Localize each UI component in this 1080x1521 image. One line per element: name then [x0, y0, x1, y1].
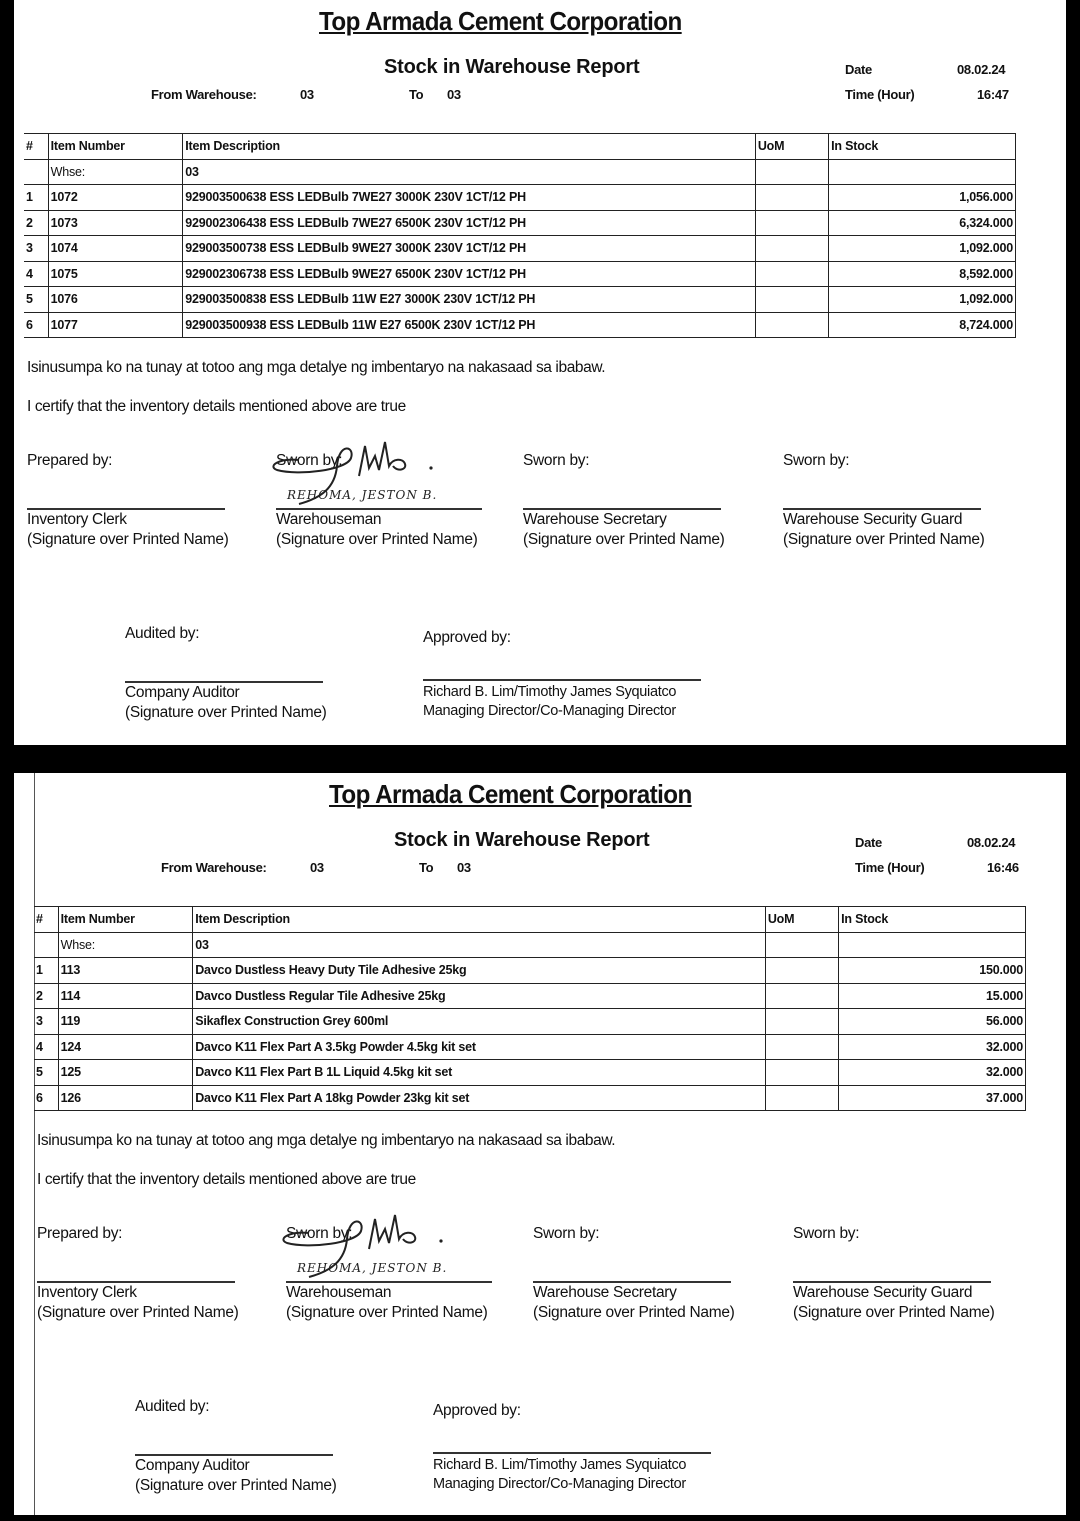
report-title: Stock in Warehouse Report	[384, 56, 640, 78]
sig-role: Warehouse Secretary	[523, 511, 667, 528]
table-whse-row	[34, 932, 1026, 958]
sig-role: Richard B. Lim/Timothy James Syquiatco	[433, 1457, 687, 1473]
sig-role: Warehouse Security Guard	[793, 1284, 973, 1301]
row-item-number: 124	[58, 1034, 193, 1060]
stock-table	[34, 906, 1026, 1111]
row-uom	[755, 236, 828, 262]
whse-stock-cell	[839, 932, 1026, 958]
report-title: Stock in Warehouse Report	[394, 829, 650, 851]
time-value: 16:46	[987, 860, 1019, 875]
to-warehouse-label: To	[409, 87, 424, 102]
row-item-number: 125	[58, 1060, 193, 1086]
report-content	[14, 0, 1066, 745]
row-item-number: 1077	[48, 312, 183, 338]
row-item-number: 1072	[48, 185, 183, 211]
time-label: Time (Hour)	[855, 860, 925, 875]
row-in-stock: 1,092.000	[829, 287, 1016, 313]
sig-note: (Signature over Printed Name)	[793, 1304, 995, 1321]
header-uom: UoM	[765, 907, 838, 933]
signature-scribble	[369, 1215, 415, 1249]
oath-english: I certify that the inventory details mentioned above are true	[27, 398, 406, 415]
whse-stock-cell	[829, 159, 1016, 185]
time-value: 16:47	[977, 87, 1009, 102]
row-in-stock: 37.000	[839, 1085, 1026, 1111]
sig-caption: Sworn by:	[523, 452, 590, 469]
whse-num-cell	[24, 159, 48, 185]
sig-caption: Sworn by:	[286, 1225, 353, 1242]
row-num: 4	[24, 261, 48, 287]
table-header-row	[24, 134, 1016, 160]
date-label: Date	[855, 835, 882, 850]
sig-note: (Signature over Printed Name)	[37, 1304, 239, 1321]
header-item-description: Item Description	[193, 907, 766, 933]
row-uom	[755, 287, 828, 313]
sig-role: Richard B. Lim/Timothy James Syquiatco	[423, 684, 677, 700]
report-content	[24, 773, 1066, 1515]
whse-uom-cell	[755, 159, 828, 185]
from-warehouse-value: 03	[300, 87, 314, 102]
table-row	[34, 1060, 1026, 1086]
row-in-stock: 32.000	[839, 1034, 1026, 1060]
row-num: 5	[24, 287, 48, 313]
row-item-description: 929003500738 ESS LEDBulb 9WE27 3000K 230V 1CT/12 PH	[183, 236, 756, 262]
sig-role: Inventory Clerk	[27, 511, 127, 528]
row-item-description: Davco Dustless Heavy Duty Tile Adhesive 25kg	[193, 958, 766, 984]
row-in-stock: 6,324.000	[829, 210, 1016, 236]
row-uom	[765, 1060, 838, 1086]
sig-caption: Audited by:	[125, 625, 200, 642]
table-row	[34, 983, 1026, 1009]
row-item-number: 1074	[48, 236, 183, 262]
row-num: 1	[24, 185, 48, 211]
row-item-number: 113	[58, 958, 193, 984]
row-item-number: 126	[58, 1085, 193, 1111]
report-page-2	[14, 773, 1066, 1515]
table-row	[34, 1034, 1026, 1060]
sig-note: Managing Director/Co-Managing Director	[433, 1476, 686, 1492]
sig-caption: Sworn by:	[533, 1225, 600, 1242]
row-item-description: Davco K11 Flex Part A 3.5kg Powder 4.5kg kit set	[193, 1034, 766, 1060]
sig-note: Managing Director/Co-Managing Director	[423, 703, 676, 719]
table-row	[34, 1009, 1026, 1035]
row-item-description: 929003500938 ESS LEDBulb 11W E27 6500K 230V 1CT/12 PH	[183, 312, 756, 338]
table-row	[34, 958, 1026, 984]
header-num: #	[24, 134, 48, 160]
row-uom	[755, 185, 828, 211]
table-row	[24, 210, 1016, 236]
row-item-description: 929003500638 ESS LEDBulb 7WE27 3000K 230V 1CT/12 PH	[183, 185, 756, 211]
header-item-number: Item Number	[58, 907, 193, 933]
row-num: 6	[34, 1085, 58, 1111]
sig-caption: Sworn by:	[276, 452, 343, 469]
table-whse-row	[24, 159, 1016, 185]
row-num: 3	[24, 236, 48, 262]
whse-uom-cell	[765, 932, 838, 958]
header-item-description: Item Description	[183, 134, 756, 160]
sig-caption: Approved by:	[433, 1402, 521, 1419]
row-num: 3	[34, 1009, 58, 1035]
row-uom	[755, 312, 828, 338]
sig-note: (Signature over Printed Name)	[125, 704, 327, 721]
row-uom	[765, 983, 838, 1009]
row-uom	[755, 261, 828, 287]
whse-label: Whse:	[58, 932, 193, 958]
row-num: 1	[34, 958, 58, 984]
row-num: 4	[34, 1034, 58, 1060]
sig-role: Warehouse Security Guard	[783, 511, 963, 528]
sig-note: (Signature over Printed Name)	[533, 1304, 735, 1321]
company-name: Top Armada Cement Corporation	[319, 6, 682, 36]
row-item-number: 114	[58, 983, 193, 1009]
sig-caption: Prepared by:	[37, 1225, 123, 1242]
oath-tagalog: Isinusumpa ko na tunay at totoo ang mga detalye ng imbentaryo na nakasaad sa ibabaw.	[37, 1132, 616, 1149]
row-item-description: Davco K11 Flex Part A 18kg Powder 23kg kit set	[193, 1085, 766, 1111]
row-uom	[765, 1009, 838, 1035]
table-row	[24, 312, 1016, 338]
date-value: 08.02.24	[957, 62, 1006, 77]
sig-caption: Audited by:	[135, 1398, 210, 1415]
company-name: Top Armada Cement Corporation	[329, 779, 692, 809]
to-warehouse-value: 03	[447, 87, 461, 102]
sig-role: Company Auditor	[125, 684, 240, 701]
sig-caption: Prepared by:	[27, 452, 113, 469]
stock-table	[24, 133, 1016, 338]
sig-note: (Signature over Printed Name)	[523, 531, 725, 548]
header-uom: UoM	[755, 134, 828, 160]
row-item-description: 929002306438 ESS LEDBulb 7WE27 6500K 230V 1CT/12 PH	[183, 210, 756, 236]
row-item-description: Davco K11 Flex Part B 1L Liquid 4.5kg kit set	[193, 1060, 766, 1086]
sig-caption: Approved by:	[423, 629, 511, 646]
row-uom	[765, 958, 838, 984]
row-in-stock: 56.000	[839, 1009, 1026, 1035]
row-item-description: Davco Dustless Regular Tile Adhesive 25kg	[193, 983, 766, 1009]
whse-value: 03	[183, 159, 756, 185]
row-in-stock: 1,056.000	[829, 185, 1016, 211]
sig-note: (Signature over Printed Name)	[276, 531, 478, 548]
row-item-description: 929003500838 ESS LEDBulb 11W E27 3000K 230V 1CT/12 PH	[183, 287, 756, 313]
handwritten-signature	[269, 1209, 469, 1281]
header-num: #	[34, 907, 58, 933]
signature-dot	[429, 466, 432, 469]
row-uom	[765, 1034, 838, 1060]
row-in-stock: 150.000	[839, 958, 1026, 984]
table-header-row	[34, 907, 1026, 933]
signature-line	[423, 679, 701, 681]
row-in-stock: 15.000	[839, 983, 1026, 1009]
sig-note: (Signature over Printed Name)	[783, 531, 985, 548]
row-item-description: 929002306738 ESS LEDBulb 9WE27 6500K 230V 1CT/12 PH	[183, 261, 756, 287]
sig-role: Warehouseman	[276, 511, 382, 528]
row-item-number: 1073	[48, 210, 183, 236]
table-row	[24, 261, 1016, 287]
signature-dot	[439, 1239, 442, 1242]
row-in-stock: 1,092.000	[829, 236, 1016, 262]
sig-note: (Signature over Printed Name)	[135, 1477, 337, 1494]
signature-scribble	[359, 442, 405, 476]
row-in-stock: 32.000	[839, 1060, 1026, 1086]
from-warehouse-label: From Warehouse:	[151, 87, 257, 102]
row-num: 6	[24, 312, 48, 338]
row-num: 5	[34, 1060, 58, 1086]
row-item-number: 1075	[48, 261, 183, 287]
stock-table-body	[34, 907, 1026, 1111]
whse-num-cell	[34, 932, 58, 958]
report-page-1	[14, 0, 1066, 745]
header-item-number: Item Number	[48, 134, 183, 160]
whse-label: Whse:	[48, 159, 183, 185]
row-in-stock: 8,724.000	[829, 312, 1016, 338]
sig-note: (Signature over Printed Name)	[27, 531, 229, 548]
sig-note: (Signature over Printed Name)	[286, 1304, 488, 1321]
sig-role: Warehouse Secretary	[533, 1284, 677, 1301]
table-row	[24, 287, 1016, 313]
sig-caption: Sworn by:	[793, 1225, 860, 1242]
signature-line	[433, 1452, 711, 1454]
stock-table-body	[24, 134, 1016, 338]
whse-value: 03	[193, 932, 766, 958]
date-value: 08.02.24	[967, 835, 1016, 850]
sig-role: Company Auditor	[135, 1457, 250, 1474]
header-in-stock: In Stock	[839, 907, 1026, 933]
sig-role: Warehouseman	[286, 1284, 392, 1301]
from-warehouse-value: 03	[310, 860, 324, 875]
table-row	[24, 185, 1016, 211]
table-row	[24, 236, 1016, 262]
header-in-stock: In Stock	[829, 134, 1016, 160]
row-in-stock: 8,592.000	[829, 261, 1016, 287]
time-label: Time (Hour)	[845, 87, 915, 102]
oath-english: I certify that the inventory details mentioned above are true	[37, 1171, 416, 1188]
from-warehouse-label: From Warehouse:	[161, 860, 267, 875]
row-item-number: 1076	[48, 287, 183, 313]
signed-name: REHOMA, JESTON B.	[297, 1261, 448, 1275]
to-warehouse-value: 03	[457, 860, 471, 875]
table-row	[34, 1085, 1026, 1111]
sig-role: Inventory Clerk	[37, 1284, 137, 1301]
to-warehouse-label: To	[419, 860, 434, 875]
signed-name: REHOMA, JESTON B.	[287, 488, 438, 502]
row-uom	[765, 1085, 838, 1111]
handwritten-signature	[259, 436, 459, 508]
row-uom	[755, 210, 828, 236]
row-item-number: 119	[58, 1009, 193, 1035]
date-label: Date	[845, 62, 872, 77]
oath-tagalog: Isinusumpa ko na tunay at totoo ang mga detalye ng imbentaryo na nakasaad sa ibabaw.	[27, 359, 606, 376]
sig-caption: Sworn by:	[783, 452, 850, 469]
row-num: 2	[34, 983, 58, 1009]
row-num: 2	[24, 210, 48, 236]
row-item-description: Sikaflex Construction Grey 600ml	[193, 1009, 766, 1035]
